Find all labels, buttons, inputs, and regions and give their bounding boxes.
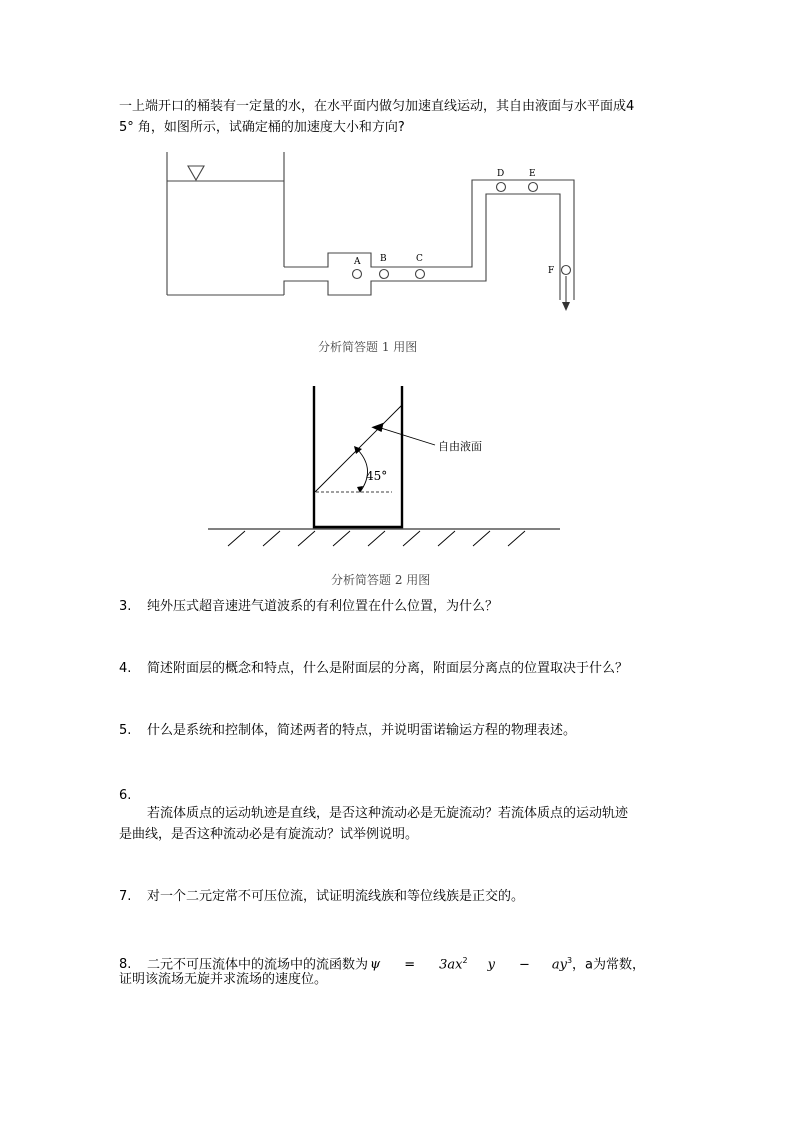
point-e-gauge (529, 183, 538, 192)
bucket-outline (314, 386, 402, 527)
question-text: 对一个二元定常不可压位流，试证明流线族和等位线族是正交的。 (147, 889, 525, 904)
term-1-exponent: 2 (462, 956, 468, 965)
free-surface-label: 自由液面 (438, 440, 482, 453)
question-6-number: 6. (119, 788, 132, 803)
minus-sign: − (518, 957, 530, 973)
question-text: 简述附面层的概念和特点，什么是附面层的分离，附面层分离点的位置取决于什么？ (147, 661, 629, 676)
term-1: 3ax (439, 957, 463, 973)
question-number: 3. (119, 599, 132, 614)
figure-2-caption: 分析简答题 2 用图 (331, 573, 431, 587)
intro-line-2: 5° 角，如图所示，试确定桶的加速度大小和方向? (119, 120, 405, 135)
intro-line-1: 一上端开口的桶装有一定量的水，在水平面内做匀加速直线运动，其自由液面与水平面成4 (119, 99, 635, 114)
label-f: F (548, 266, 555, 276)
question-8-line-2: 证明该流场无旋并求流场的速度位。 (119, 972, 328, 987)
point-d-gauge (497, 183, 506, 192)
term-y: y (487, 957, 495, 973)
point-c-gauge (416, 270, 425, 279)
point-a-gauge (353, 270, 362, 279)
term-2-exponent: 3 (566, 956, 573, 965)
angle-label: 45° (366, 469, 388, 483)
question-number: 8. (119, 957, 132, 973)
term-2: ay (551, 957, 567, 973)
question-7 (119, 887, 524, 906)
label-b: B (380, 254, 387, 264)
figure-1-caption: 分析简答题 1 用图 (318, 340, 418, 354)
label-d: D (497, 169, 505, 179)
question-6-line-2: 是曲线，是否这种流动必是有旋流动？试举例说明。 (119, 827, 419, 842)
psi-symbol: ψ (370, 957, 381, 973)
question-text: 二元不可压流体中的流场中的流函数为 (147, 957, 369, 973)
point-f-gauge (562, 266, 571, 275)
label-a: A (354, 257, 361, 267)
question-text: 什么是系统和控制体，简述两者的特点，并说明雷诺输运方程的物理表述。 (147, 723, 577, 738)
question-number: 5. (119, 723, 132, 738)
outlet-arrow-icon (562, 302, 570, 311)
label-e: E (529, 169, 536, 179)
water-level-triangle-icon (188, 166, 204, 180)
point-b-gauge (380, 270, 389, 279)
question-number: 7. (119, 889, 132, 904)
question-number: 4. (119, 661, 132, 676)
question-8-suffix: ，a为常数， (572, 957, 646, 973)
question-5 (119, 721, 576, 740)
label-c: C (416, 254, 423, 264)
question-text: 纯外压式超音速进气道波系的有利位置在什么位置，为什么？ (147, 599, 499, 614)
question-3 (119, 597, 498, 616)
equals-sign: = (404, 957, 416, 973)
question-4 (119, 659, 628, 678)
question-6-line-1: 若流体质点的运动轨迹是直线，是否这种流动必是无旋流动？若流体质点的运动轨迹 (147, 806, 629, 821)
